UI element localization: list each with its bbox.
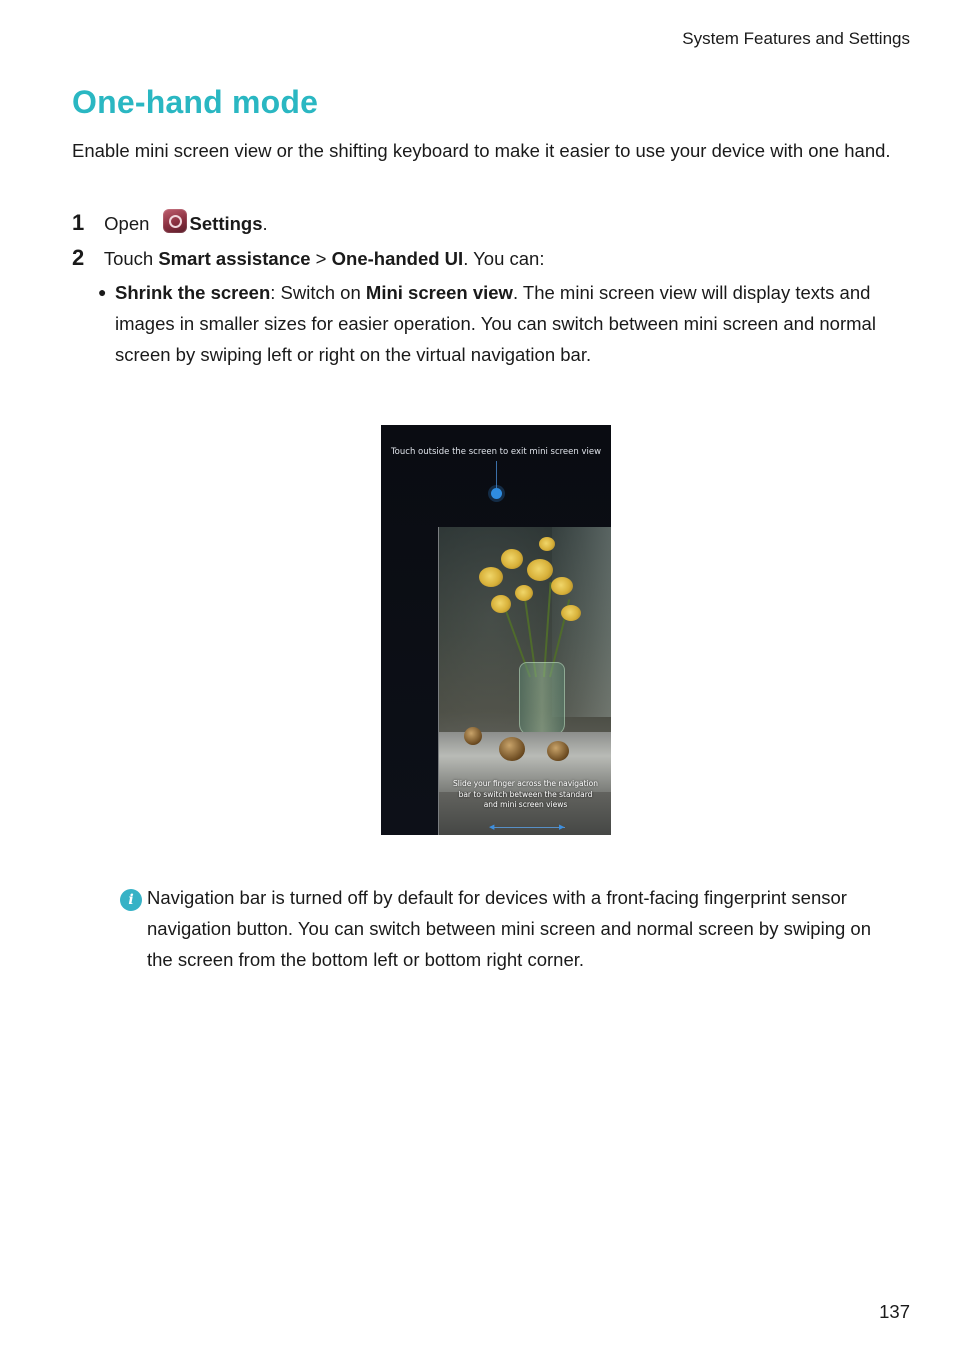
step-text-end: .	[262, 213, 268, 234]
bullet-label: Shrink the screen	[115, 282, 271, 303]
guide-line	[496, 461, 497, 491]
mini-screen-option: Mini screen view	[365, 282, 513, 303]
step-1	[72, 208, 268, 239]
flower	[515, 585, 533, 601]
flower	[527, 559, 553, 581]
step-number: 1	[72, 210, 85, 235]
swipe-hint-line: and mini screen views	[483, 800, 568, 809]
navigation-bar-line	[491, 827, 565, 828]
menu-path-smart-assistance: Smart assistance	[158, 248, 311, 269]
phone-screenshot	[381, 425, 611, 835]
path-separator: >	[315, 248, 327, 269]
swipe-hint-line: bar to switch between the standard	[458, 789, 593, 799]
swipe-hint-text	[439, 779, 611, 811]
arrow-left-icon: ◀	[489, 824, 495, 831]
flower	[561, 605, 581, 621]
bullet-text-part: : Switch on	[270, 282, 361, 303]
intro-paragraph: Enable mini screen view or the shifting keyboard to make it easier to use your device with one hand.	[72, 140, 891, 161]
running-header: System Features and Settings	[682, 29, 910, 48]
step-text: Open	[104, 213, 150, 234]
flower	[551, 577, 573, 595]
settings-app-icon	[163, 209, 187, 233]
page-title: One-hand mode	[72, 84, 319, 120]
info-icon: i	[120, 889, 142, 911]
page-number: 137	[879, 1301, 910, 1322]
flower	[491, 595, 511, 613]
arrow-right-icon: ▶	[559, 824, 565, 831]
ornament	[547, 741, 569, 761]
info-note	[120, 882, 900, 975]
touch-indicator-icon	[491, 488, 502, 499]
step-2	[72, 243, 544, 274]
bullet-text-part: . The mini screen view will display texts and images in smaller sizes for easier operation. You can switch between mini screen and normal screen by swiping left or right on the virtual navigation bar.	[115, 282, 876, 365]
flower	[501, 549, 523, 569]
glass-vase	[519, 662, 565, 736]
mini-screen-view	[438, 527, 611, 835]
swipe-hint-line: Slide your finger across the navigation	[453, 779, 598, 788]
ornament	[499, 737, 525, 761]
ornament	[464, 727, 482, 745]
step-text: Touch	[103, 248, 154, 269]
note-text: Navigation bar is turned off by default for devices with a front-facing fingerprint sensor navigation button. You can switch between mini screen and normal screen by swiping on the screen from the bottom left or bottom right corner.	[147, 887, 871, 970]
exit-hint-text: Touch outside the screen to exit mini screen view	[390, 447, 602, 457]
bullet-text	[115, 277, 888, 370]
flower	[479, 567, 503, 587]
step-text-end: . You can:	[463, 248, 545, 269]
bullet-shrink-screen	[98, 277, 888, 370]
settings-label: Settings	[189, 213, 263, 234]
step-number: 2	[72, 245, 85, 270]
menu-path-one-handed-ui: One-handed UI	[331, 248, 464, 269]
flower	[539, 537, 555, 551]
bullet-icon: ●	[98, 284, 107, 300]
